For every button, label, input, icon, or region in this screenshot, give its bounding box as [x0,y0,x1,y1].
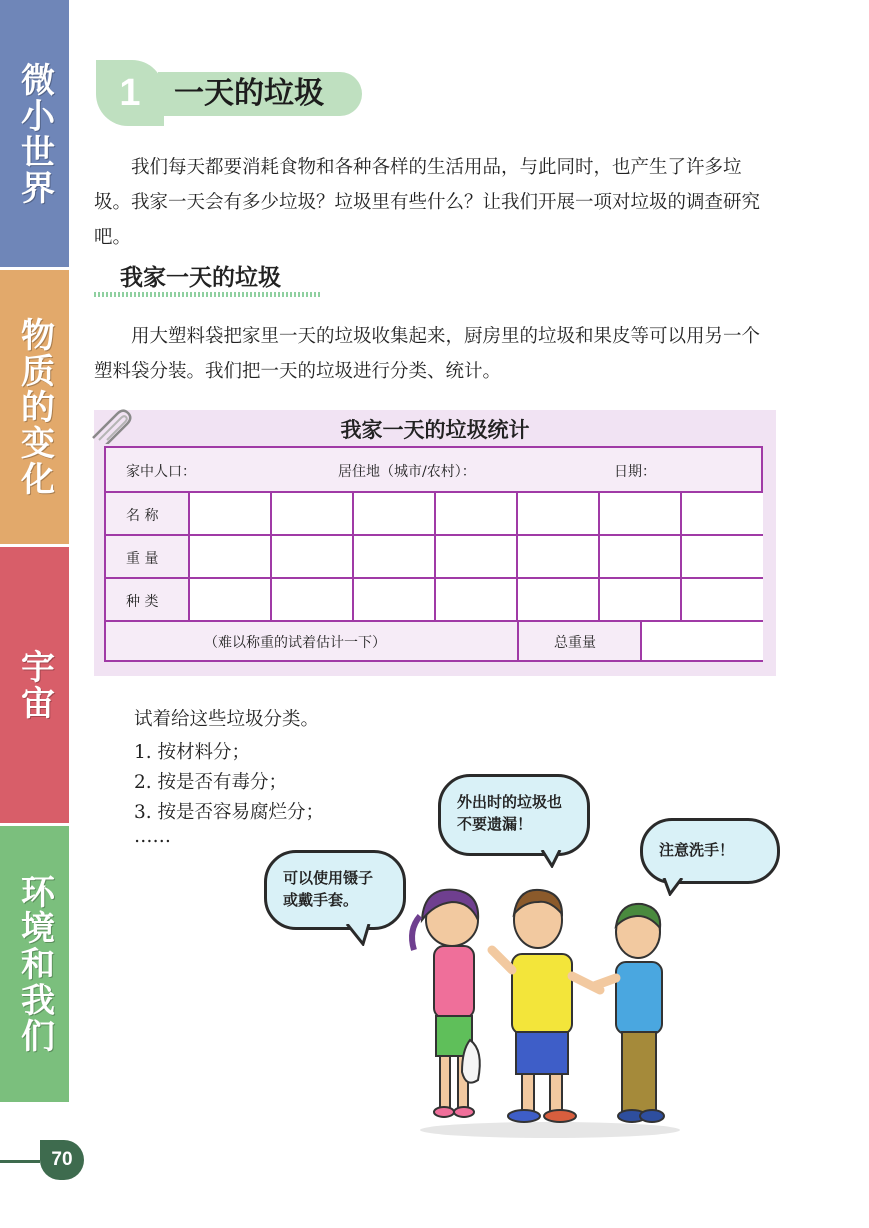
list-item: 3. 按是否容易腐烂分； [134,802,325,823]
speech-bubble-right: 注意洗手！ [640,818,780,884]
section-paragraph: 用大塑料袋把家里一天的垃圾收集起来，厨房里的垃圾和果皮等可以用另一个塑料袋分装。我们把一天的垃圾进行分类、统计。 [94,326,761,382]
total-weight-label: 总重量 [554,635,596,651]
garbage-stats-table [104,446,763,662]
list-item: …… [134,826,171,847]
bubble-tail-icon [345,924,375,946]
row-label-name: 名 称 [126,508,159,524]
row-label-weight: 重 量 [126,551,159,567]
bubble-tail-icon [538,850,566,868]
lesson-title: 一天的垃圾 [174,76,324,111]
list-item: 2. 按是否有毒分； [134,772,288,793]
lesson-heading [96,60,366,126]
page-number-line [0,1160,40,1163]
speech-bubble-middle: 外出时的垃圾也不要遗漏！ [438,774,590,856]
sidebar-tab-label: 宇宙 [14,649,55,721]
sidebar-tab-label: 环境和我们 [14,874,55,1054]
section-heading: 我家一天的垃圾 [120,265,281,291]
date-label: 日期： [614,464,656,480]
sidebar-tab-label: 微小世界 [14,61,55,206]
speech-bubble-left: 可以使用镊子或戴手套。 [264,850,406,930]
row-label-type: 种 类 [126,594,159,610]
sidebar-tab-label: 物质的变化 [14,317,55,497]
table-title: 我家一天的垃圾统计 [340,418,530,442]
residence-label: 居住地（城市/农村）： [338,464,476,480]
children-illustration [400,880,700,1140]
sidebar-tab-universe[interactable] [0,547,69,823]
boy-yellow-shirt-figure [492,890,600,1122]
classify-intro: 试着给这些垃圾分类。 [134,709,320,730]
sidebar-tab-micro-world[interactable] [0,0,69,267]
section-heading-underline [94,292,322,297]
estimate-note: （难以称重的试着估计一下） [204,635,386,651]
intro-paragraph: 我们每天都要消耗食物和各种各样的生活用品，与此同时，也产生了许多垃圾。我家一天会有多少垃圾？垃圾里有些什么？让我们开展一项对垃圾的调查研究吧。 [94,157,761,248]
page-number: 70 [40,1140,84,1180]
household-size-label: 家中人口： [126,464,196,480]
boy-blue-shirt-figure [594,904,664,1122]
list-item: 1. 按材料分； [134,742,251,763]
girl-figure [412,890,480,1117]
lesson-number: 1 [96,60,164,126]
sidebar-tab-matter-change[interactable] [0,270,69,544]
sidebar-tab-environment[interactable] [0,826,69,1102]
